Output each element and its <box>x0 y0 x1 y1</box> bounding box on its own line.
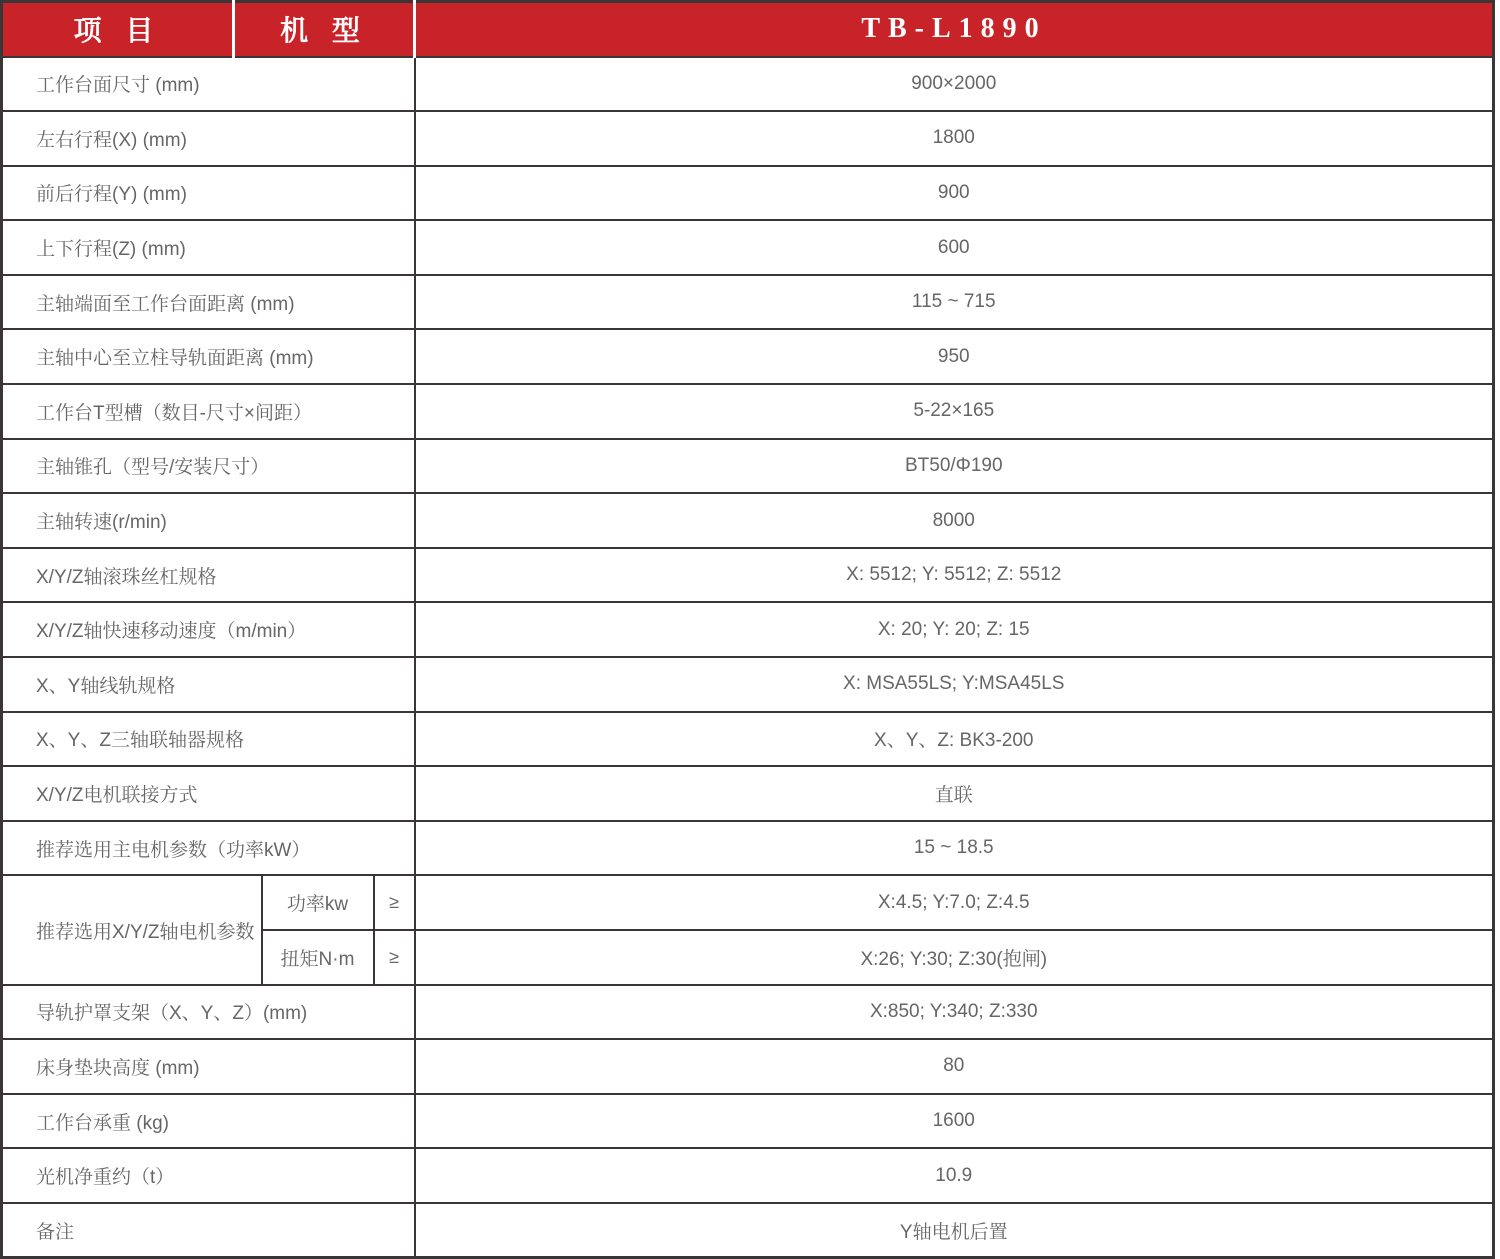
spec-label: 工作台T型槽（数目-尺寸×间距） <box>2 384 415 439</box>
table-row <box>2 548 1494 603</box>
spec-value: Y轴电机后置 <box>415 1203 1494 1258</box>
spec-label: 推荐选用主电机参数（功率kW） <box>2 821 415 876</box>
spec-value: 8000 <box>415 493 1494 548</box>
spec-value: X、Y、Z: BK3-200 <box>415 712 1494 767</box>
spec-label: 光机净重约（t） <box>2 1148 415 1203</box>
table-row <box>2 329 1494 384</box>
spec-value: 10.9 <box>415 1148 1494 1203</box>
motor-sub-param: 功率kw <box>262 875 374 930</box>
spec-label: 床身垫块高度 (mm) <box>2 1039 415 1094</box>
spec-value: 900 <box>415 166 1494 221</box>
header-model-column: 机 型 <box>234 2 415 57</box>
motor-sub-param: 扭矩N·m <box>262 930 374 985</box>
table-row <box>2 1094 1494 1149</box>
table-row <box>2 439 1494 494</box>
table-row <box>2 712 1494 767</box>
spec-value: X:26; Y:30; Z:30(抱闸) <box>415 930 1494 985</box>
table-row <box>2 493 1494 548</box>
spec-value: X: 5512; Y: 5512; Z: 5512 <box>415 548 1494 603</box>
spec-value: 80 <box>415 1039 1494 1094</box>
table-row <box>2 166 1494 221</box>
table-row <box>2 985 1494 1040</box>
spec-label: 工作台面尺寸 (mm) <box>2 57 415 112</box>
spec-label: X/Y/Z电机联接方式 <box>2 766 415 821</box>
spec-label: X/Y/Z轴滚珠丝杠规格 <box>2 548 415 603</box>
spec-label: 左右行程(X) (mm) <box>2 111 415 166</box>
greater-equal-symbol: ≥ <box>374 875 415 930</box>
spec-label: X/Y/Z轴快速移动速度（m/min） <box>2 602 415 657</box>
header-item-column: 项 目 <box>2 2 234 57</box>
table-row <box>2 602 1494 657</box>
table-row <box>2 275 1494 330</box>
spec-value: X:4.5; Y:7.0; Z:4.5 <box>415 875 1494 930</box>
table-row <box>2 1039 1494 1094</box>
spec-value: 15 ~ 18.5 <box>415 821 1494 876</box>
spec-value: 5-22×165 <box>415 384 1494 439</box>
spec-label: X、Y轴线轨规格 <box>2 657 415 712</box>
spec-label: 导轨护罩支架（X、Y、Z）(mm) <box>2 985 415 1040</box>
table-row <box>2 220 1494 275</box>
table-row <box>2 57 1494 112</box>
spec-label: 工作台承重 (kg) <box>2 1094 415 1149</box>
spec-value: X: MSA55LS; Y:MSA45LS <box>415 657 1494 712</box>
spec-label: 上下行程(Z) (mm) <box>2 220 415 275</box>
spec-label: 前后行程(Y) (mm) <box>2 166 415 221</box>
greater-equal-symbol: ≥ <box>374 930 415 985</box>
spec-value: 115 ~ 715 <box>415 275 1494 330</box>
spec-label-motor-group: 推荐选用X/Y/Z轴电机参数 <box>2 875 262 984</box>
spec-value: BT50/Φ190 <box>415 439 1494 494</box>
table-row-motor-power <box>2 875 1494 930</box>
spec-value: X:850; Y:340; Z:330 <box>415 985 1494 1040</box>
header-model-name: TB-L1890 <box>415 2 1494 57</box>
spec-value: 1600 <box>415 1094 1494 1149</box>
spec-label: 主轴中心至立柱导轨面距离 (mm) <box>2 329 415 384</box>
table-row <box>2 657 1494 712</box>
table-row <box>2 821 1494 876</box>
spec-value: 直联 <box>415 766 1494 821</box>
table-row <box>2 1148 1494 1203</box>
table-row <box>2 384 1494 439</box>
table-row <box>2 111 1494 166</box>
spec-label: X、Y、Z三轴联轴器规格 <box>2 712 415 767</box>
table-row <box>2 1203 1494 1258</box>
spec-label: 主轴端面至工作台面距离 (mm) <box>2 275 415 330</box>
spec-value: 600 <box>415 220 1494 275</box>
spec-label: 主轴转速(r/min) <box>2 493 415 548</box>
spec-value: X: 20; Y: 20; Z: 15 <box>415 602 1494 657</box>
table-row <box>2 766 1494 821</box>
spec-label: 主轴锥孔（型号/安装尺寸） <box>2 439 415 494</box>
spec-label: 备注 <box>2 1203 415 1258</box>
spec-value: 1800 <box>415 111 1494 166</box>
table-header-row <box>2 2 1494 57</box>
spec-value: 900×2000 <box>415 57 1494 112</box>
spec-value: 950 <box>415 329 1494 384</box>
